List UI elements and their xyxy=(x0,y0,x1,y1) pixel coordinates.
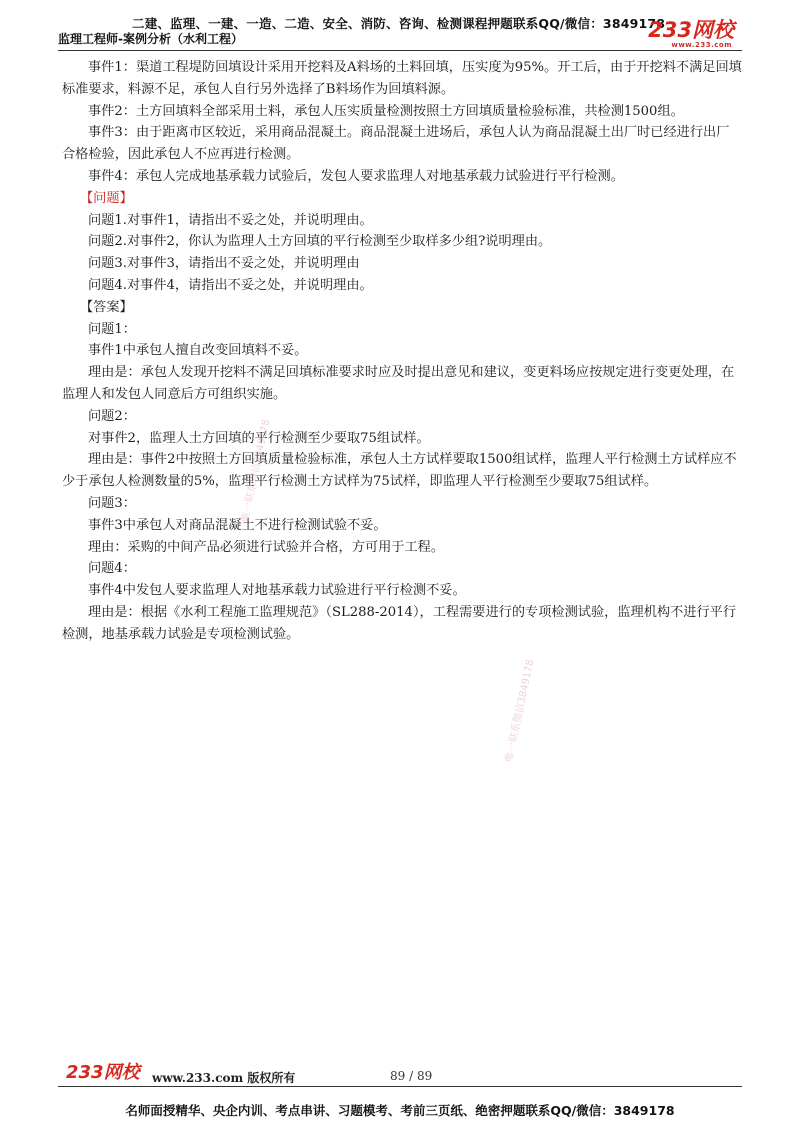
answer-line: 事件3中承包人对商品混凝土不进行检测试验不妥。 xyxy=(88,517,387,533)
brand-logo xyxy=(648,18,734,49)
brand-logo-text: 233网校 xyxy=(648,18,734,42)
question-item: 问题2.对事件2，你认为监理人土方回填的平行检测至少取样多少组?说明理由。 xyxy=(88,234,552,250)
footer-brand-logo: 233网校 xyxy=(66,1062,140,1083)
answer-line: 对事件2，监理人土方回填的平行检测至少要取75组试样。 xyxy=(88,430,430,446)
answer-line: 理由是：根据《水利工程施工监理规范》（SL288-2014），工程需要进行的专项检测试验，监理机构不进行平行检测，地基承载力试验是专项检测试验。 xyxy=(62,604,737,642)
questions-heading: 【问题】 xyxy=(80,190,133,206)
answer-line: 事件1中承包人擅自改变回填料不妥。 xyxy=(88,343,308,359)
answer-heading: 【答案】 xyxy=(80,299,133,315)
event-paragraph: 事件1：渠道工程堤防回填设计采用开挖料及A料场的土料回填，压实度为95%。开工后，由于开挖料不满足回填标准要求，料源不足，承包人自行另外选择了B料场作为回填料源。 xyxy=(62,60,742,97)
page-number: 89 / 89 xyxy=(390,1069,433,1083)
answer-line: 理由：采购的中间产品必须进行试验并合格，方可用于工程。 xyxy=(88,539,445,555)
watermark-text: 唯一联系微信3849178 xyxy=(239,418,273,524)
event-paragraph: 事件3：由于距离市区较近，采用商品混凝土。商品混凝土进场后，承包人认为商品混凝土出厂时已经进行出厂合格检验，因此承包人不应再进行检测。 xyxy=(62,125,730,163)
event-paragraph: 事件4：承包人完成地基承载力试验后，发包人要求监理人对地基承载力试验进行平行检测。 xyxy=(88,168,624,184)
watermark-text: 唯一联系微信3849178 xyxy=(503,658,537,764)
answer-label: 问题4： xyxy=(88,561,136,577)
question-item: 问题1.对事件1，请指出不妥之处，并说明理由。 xyxy=(88,212,373,228)
answer-line: 事件4中发包人要求监理人对地基承载力试验进行平行检测不妥。 xyxy=(88,583,466,599)
question-item: 问题3.对事件3，请指出不妥之处，并说明理由 xyxy=(88,256,360,272)
answer-line: 理由是：承包人发现开挖料不满足回填标准要求时应及时提出意见和建议，变更料场应按规定进行变更处理，在监理人和发包人同意后方可组织实施。 xyxy=(62,365,735,402)
footer-copyright: www.233.com 版权所有 xyxy=(152,1071,296,1085)
question-item: 问题4.对事件4，请指出不妥之处，并说明理由。 xyxy=(88,277,373,293)
answer-label: 问题1： xyxy=(88,321,136,337)
event-paragraph: 事件2：土方回填料全部采用土料，承包人压实质量检测按照土方回填质量检验标准，共检测1500组。 xyxy=(88,103,684,119)
footer-divider xyxy=(58,1086,742,1087)
answer-label: 问题2： xyxy=(88,408,136,424)
document-body xyxy=(62,57,742,646)
header-contact-line: 二建、监理、一建、一造、二造、安全、消防、咨询、检测课程押题联系QQ/微信：3849178 xyxy=(132,16,666,31)
answer-line: 理由是：事件2中按照土方回填质量检验标准，承包人土方试样要取1500组试样，监理人平行检测土方试样应不少于承包人检测数量的5%，监理平行检测土方试样为75试样，即监理人平行检测至少要取75组试样。 xyxy=(62,452,737,490)
footer-contact-line: 名师面授精华、央企内训、考点串讲、习题模考、考前三页纸、绝密押题联系QQ/微信：3849178 xyxy=(125,1103,675,1118)
document-subtitle: 监理工程师-案例分析（水利工程） xyxy=(58,32,243,46)
answer-label: 问题3： xyxy=(88,495,136,511)
brand-logo-url: www.233.com xyxy=(671,41,732,49)
header-divider xyxy=(58,50,742,51)
